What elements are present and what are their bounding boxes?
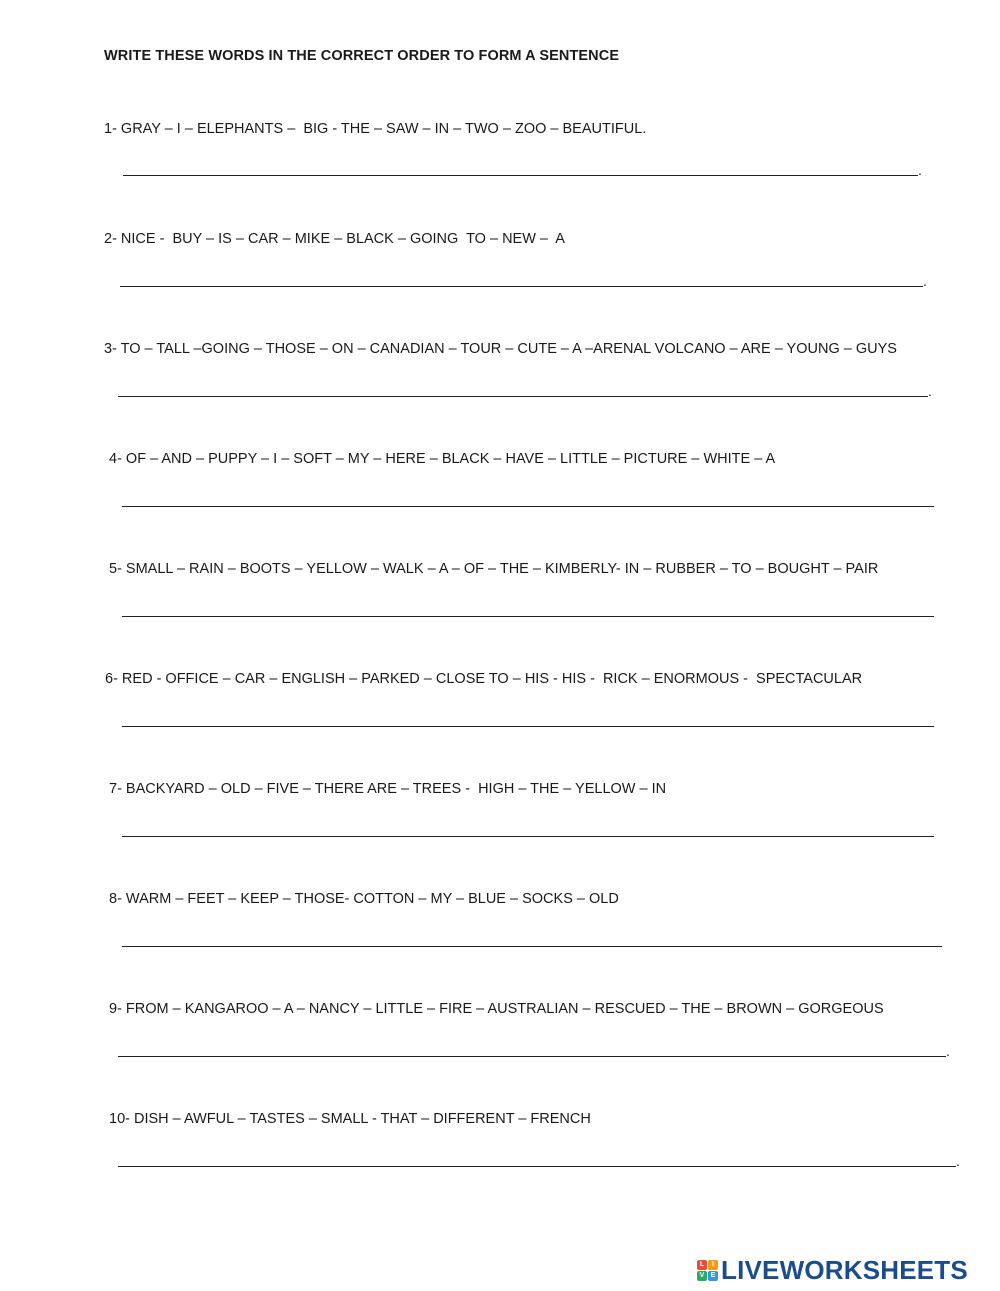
answer-line-7[interactable] [122, 836, 934, 837]
question-9: 9- FROM – KANGAROO – A – NANCY – LITTLE – FIRE – AUSTRALIAN – RESCUED – THE – BROWN – GORGEOUS [109, 1001, 884, 1017]
answer-line-10[interactable] [118, 1166, 956, 1167]
logo-blocks-icon [697, 1260, 718, 1281]
answer-end-mark-9: . [946, 1043, 950, 1059]
brand-name: LIVEWORKSHEETS [721, 1254, 968, 1285]
question-6: 6- RED - OFFICE – CAR – ENGLISH – PARKED – CLOSE TO – HIS - HIS - RICK – ENORMOUS - SPECTACULAR [105, 671, 863, 687]
liveworksheets-logo [697, 1254, 968, 1286]
answer-line-9[interactable] [118, 1056, 946, 1057]
logo-block-i: I [708, 1260, 718, 1270]
answer-end-mark-3: . [928, 383, 932, 399]
question-2: 2- NICE - BUY – IS – CAR – MIKE – BLACK – GOING TO – NEW – A [104, 231, 565, 247]
question-3: 3- TO – TALL –GOING – THOSE – ON – CANADIAN – TOUR – CUTE – A –ARENAL VOLCANO – ARE – YOUNG – GUYS [104, 341, 897, 357]
question-4: 4- OF – AND – PUPPY – I – SOFT – MY – HERE – BLACK – HAVE – LITTLE – PICTURE – WHITE – A [109, 451, 776, 467]
question-8: 8- WARM – FEET – KEEP – THOSE- COTTON – MY – BLUE – SOCKS – OLD [109, 891, 619, 907]
answer-end-mark-2: . [923, 273, 927, 289]
answer-line-3[interactable] [118, 396, 928, 397]
answer-end-mark-10: . [956, 1153, 960, 1169]
answer-line-5[interactable] [122, 616, 934, 617]
answer-line-4[interactable] [122, 506, 934, 507]
logo-block-v: V [697, 1271, 707, 1281]
answer-line-6[interactable] [122, 726, 934, 727]
answer-line-8[interactable] [122, 946, 942, 947]
question-1: 1- GRAY – I – ELEPHANTS – BIG - THE – SAW – IN – TWO – ZOO – BEAUTIFUL. [104, 121, 647, 137]
answer-line-1[interactable] [123, 175, 918, 176]
question-10: 10- DISH – AWFUL – TASTES – SMALL - THAT – DIFFERENT – FRENCH [109, 1111, 591, 1127]
answer-line-2[interactable] [120, 286, 923, 287]
answer-end-mark-1: . [918, 162, 922, 178]
worksheet-title: WRITE THESE WORDS IN THE CORRECT ORDER TO FORM A SENTENCE [104, 48, 620, 64]
logo-block-l: L [697, 1260, 707, 1270]
question-7: 7- BACKYARD – OLD – FIVE – THERE ARE – TREES - HIGH – THE – YELLOW – IN [109, 781, 667, 797]
question-5: 5- SMALL – RAIN – BOOTS – YELLOW – WALK – A – OF – THE – KIMBERLY- IN – RUBBER – TO – BOUGHT – PAIR [109, 561, 879, 577]
logo-block-e: E [708, 1271, 718, 1281]
